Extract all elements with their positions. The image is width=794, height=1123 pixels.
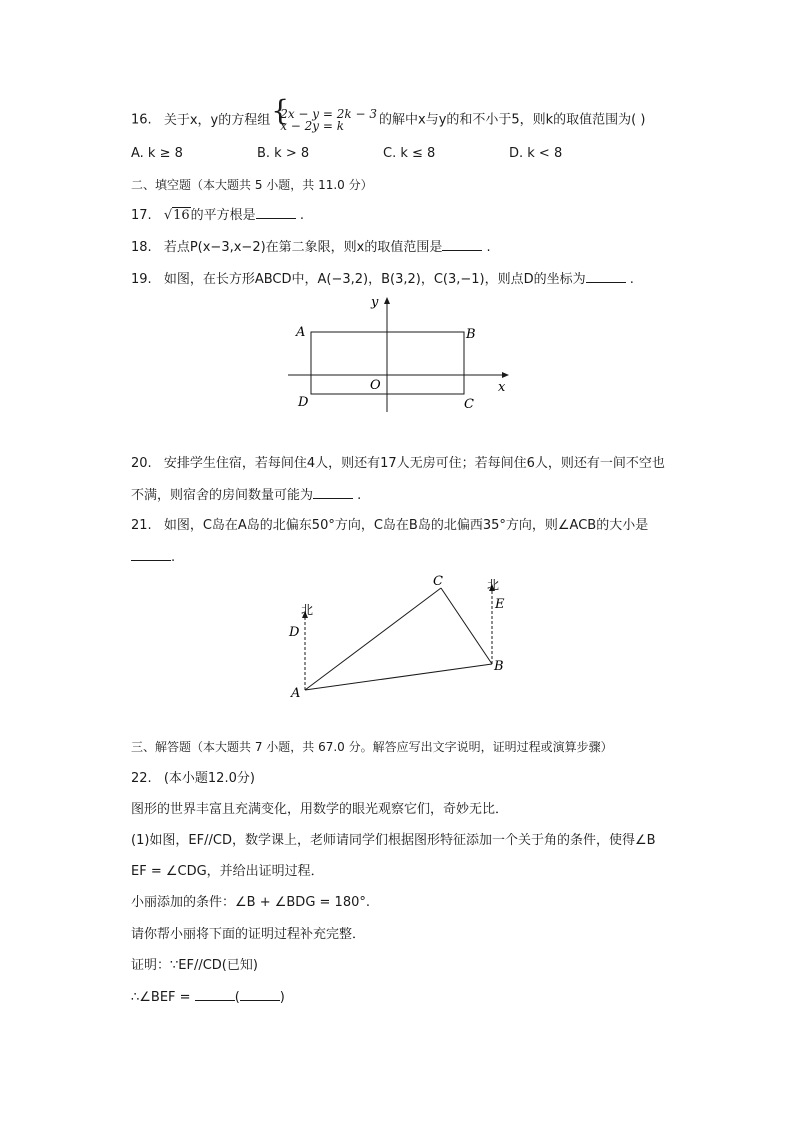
label-d: D (289, 625, 300, 640)
label-b: B (466, 327, 476, 342)
label-b: B (494, 659, 504, 674)
q16-eq2: x − 2y = k (280, 119, 345, 133)
label-north-b: 北 (487, 578, 500, 592)
q22-condition: 小丽添加的条件：∠B + ∠BDG = 180°. (131, 895, 370, 910)
q20-line1 (131, 455, 665, 473)
q19-end: . (629, 272, 634, 287)
q18-number: 18. (131, 240, 152, 255)
q17-radicand: 16 (173, 208, 190, 223)
q22-proof1: 证明：∵EF//CD(已知) (131, 958, 258, 973)
q16-eq1: 2x − y = 2k − 3 (280, 107, 377, 121)
q21-number: 21. (131, 518, 152, 533)
q18-end: . (486, 240, 491, 255)
label-a: A (296, 325, 306, 340)
q18-answer-blank[interactable] (442, 238, 482, 251)
q19-line (131, 270, 634, 289)
segment-ac (305, 588, 441, 690)
label-north-a: 北 (301, 603, 314, 617)
q17-sqrt: √16 (163, 208, 190, 223)
q17-number: 17. (131, 208, 152, 223)
q19-answer-blank[interactable] (586, 270, 626, 283)
section3-title: 三、解答题（本大题共 7 小题，共 67.0 分。解答应写出文字说明，证明过程或演算步骤） (131, 740, 613, 754)
segment-cb (441, 588, 492, 664)
q18-line (131, 238, 491, 257)
q20-line2 (131, 486, 361, 505)
label-c: C (464, 397, 474, 412)
q20-text-line2: 不满，则宿舍的房间数量可能为 (131, 488, 314, 503)
q16-option-c: C. k ≤ 8 (383, 146, 436, 161)
q16-option-d: D. k < 8 (509, 146, 563, 161)
q18-text: 若点P(x−3,x−2)在第二象限，则x的取值范围是 (163, 240, 443, 255)
q21-end: . (171, 550, 176, 565)
q16-number: 16. (131, 112, 152, 128)
q20-text-line1: 安排学生住宿，若每间住4人，则还有17人无房可住；若每间住6人，则还有一间不空也 (163, 456, 665, 471)
q17-end: . (299, 208, 304, 223)
x-axis-arrow (502, 372, 509, 378)
q22-part1-line2: EF = ∠CDG，并给出证明过程． (131, 864, 324, 879)
q21-text: 如图，C岛在A岛的北偏东50°方向，C岛在B岛的北偏西35°方向，则∠ACB的大小是 (163, 518, 649, 533)
label-x: x (498, 380, 506, 395)
q17-answer-blank[interactable] (256, 206, 296, 219)
q19-figure (280, 292, 520, 417)
q21-line (131, 517, 648, 535)
q22-points: (本小题12.0分) (163, 771, 255, 786)
section2-title: 二、填空题（本大题共 5 小题，共 11.0 分） (131, 178, 373, 192)
q22-part1-line1: (1)如图，EF//CD，数学课上，老师请同学们根据图形特征添加一个关于角的条件，使得∠B (131, 833, 656, 848)
q16-equation-system: { 2x − y = 2k − 3 x − 2y = k (271, 94, 377, 133)
q21-answer-blank[interactable] (131, 548, 171, 561)
q21-figure (280, 572, 520, 704)
q22-intro: 图形的世界丰富且充满变化，用数学的眼光观察它们，奇妙无比． (131, 802, 509, 817)
q17-line (131, 206, 304, 225)
q22-proof2: ∴∠BEF = ( ) (131, 990, 285, 1005)
q22-proof2-blank[interactable] (195, 988, 235, 1001)
q17-text: 的平方根是 (190, 208, 256, 223)
label-d: D (298, 395, 309, 410)
q22-number: 22. (131, 771, 152, 786)
q20-answer-blank[interactable] (313, 486, 353, 499)
q22-proof2-reason-blank[interactable] (240, 988, 280, 1001)
segment-ab (305, 664, 492, 690)
label-o: O (370, 378, 381, 393)
label-a: A (291, 686, 301, 701)
q20-end: . (357, 488, 362, 503)
q22-request: 请你帮小丽将下面的证明过程补充完整． (131, 927, 366, 942)
label-c: C (433, 574, 443, 589)
q16-prefix: 关于x，y的方程组 (163, 112, 271, 128)
label-e: E (495, 597, 505, 612)
q16-option-a: A. k ≥ 8 (131, 146, 183, 161)
y-axis-arrow (384, 297, 390, 304)
q22-header (131, 770, 255, 788)
q16-suffix: 的解中x与y的和不小于5，则k的取值范围为( ) (379, 112, 646, 128)
q16-option-b: B. k > 8 (257, 146, 310, 161)
label-y: y (371, 295, 379, 310)
q19-number: 19. (131, 272, 152, 287)
q20-number: 20. (131, 456, 152, 471)
q19-text: 如图，在长方形ABCD中，A(−3,2)，B(3,2)，C(3,−1)，则点D的坐标为 (163, 272, 586, 287)
q16-line (131, 94, 646, 133)
q22-proof2-prefix: ∴∠BEF = (131, 990, 191, 1005)
q21-line2 (131, 548, 175, 567)
